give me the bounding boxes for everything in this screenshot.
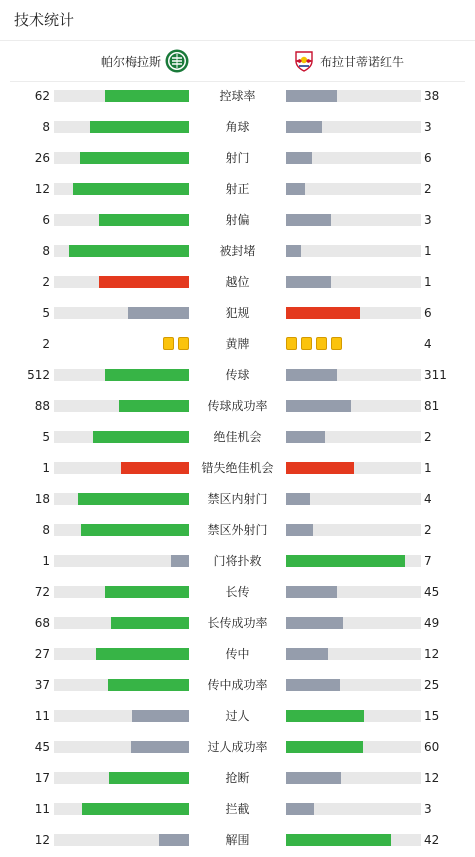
stat-label: 长传成功率: [207, 616, 268, 630]
stat-label: 控球率: [219, 89, 256, 103]
away-bar-track: [286, 400, 421, 412]
stat-row: [0, 210, 475, 230]
home-value: 512: [27, 368, 50, 382]
home-bar-fill: [99, 276, 189, 288]
away-bar-fill: [286, 586, 337, 598]
stat-row: [0, 365, 475, 385]
home-bar-track: [54, 462, 189, 474]
home-bar-fill: [81, 524, 189, 536]
home-bar-track: [54, 524, 189, 536]
stat-label: 越位: [225, 275, 250, 289]
home-bar-fill: [78, 493, 189, 505]
stat-label: 解围: [225, 833, 250, 847]
away-bar-fill: [286, 710, 364, 722]
stat-row: [0, 86, 475, 106]
away-bar-track: [286, 276, 421, 288]
away-bar-fill: [286, 524, 313, 536]
stat-label: 射正: [225, 182, 250, 196]
home-bar-fill: [111, 617, 189, 629]
stat-label: 错失绝佳机会: [201, 461, 274, 475]
away-bar-track: [286, 183, 421, 195]
away-value: 2: [424, 430, 432, 444]
yellow-card-icon: [178, 337, 189, 350]
away-value: 311: [424, 368, 447, 382]
home-bar-track: [54, 152, 189, 164]
home-bar-fill: [93, 431, 189, 443]
home-bar-track: [54, 183, 189, 195]
away-bar-fill: [286, 834, 391, 846]
yellow-card-icon: [163, 337, 174, 350]
home-bar-track: [54, 586, 189, 598]
stat-row: [0, 179, 475, 199]
home-bar-track: [54, 710, 189, 722]
away-bar-track: [286, 431, 421, 443]
home-bar-fill: [128, 307, 189, 319]
away-bar-track: [286, 803, 421, 815]
away-bar-track: [286, 555, 421, 567]
stat-row: [0, 737, 475, 757]
away-bar-track: [286, 617, 421, 629]
home-value: 27: [34, 647, 50, 661]
stat-label: 角球: [225, 120, 250, 134]
home-value: 88: [34, 399, 50, 413]
home-value: 8: [42, 244, 50, 258]
home-bar-track: [54, 648, 189, 660]
home-value: 37: [34, 678, 50, 692]
stat-row: [0, 489, 475, 509]
stat-row: [0, 427, 475, 447]
home-bar-track: [54, 431, 189, 443]
home-bar-fill: [96, 648, 189, 660]
stat-label: 门将扑救: [213, 554, 262, 568]
home-value: 5: [42, 306, 50, 320]
home-bar-fill: [69, 245, 189, 257]
stat-row: [0, 117, 475, 137]
away-bar-track: [286, 524, 421, 536]
away-bar-fill: [286, 121, 322, 133]
away-bar-fill: [286, 152, 312, 164]
stat-label: 黄牌: [225, 337, 250, 351]
stat-label: 传中成功率: [207, 678, 268, 692]
home-bar-fill: [109, 772, 189, 784]
home-bar-fill: [171, 555, 189, 567]
away-value: 4: [424, 492, 432, 506]
away-value: 4: [424, 337, 432, 351]
stat-row: [0, 830, 475, 850]
stat-row: [0, 582, 475, 602]
home-bar-track: [54, 617, 189, 629]
home-value: 8: [42, 523, 50, 537]
home-bar-track: [54, 121, 189, 133]
away-value: 3: [424, 213, 432, 227]
stat-row: [0, 272, 475, 292]
away-yellow-cards: [286, 337, 421, 350]
away-bar-fill: [286, 493, 310, 505]
away-bar-fill: [286, 648, 328, 660]
away-value: 12: [424, 647, 440, 661]
stat-row: [0, 675, 475, 695]
home-bar-track: [54, 772, 189, 784]
home-value: 68: [34, 616, 50, 630]
home-bar-fill: [73, 183, 189, 195]
stat-row: [0, 334, 475, 354]
home-bar-fill: [159, 834, 189, 846]
away-bar-fill: [286, 462, 354, 474]
stats-title: 技术统计: [14, 11, 75, 29]
away-bar-track: [286, 307, 421, 319]
home-value: 12: [34, 182, 50, 196]
away-bar-track: [286, 741, 421, 753]
away-bar-fill: [286, 90, 337, 102]
home-value: 8: [42, 120, 50, 134]
home-value: 45: [34, 740, 50, 754]
home-bar-fill: [121, 462, 189, 474]
home-value: 1: [42, 461, 50, 475]
home-bar-fill: [99, 214, 189, 226]
away-bar-track: [286, 214, 421, 226]
stat-label: 抢断: [225, 771, 250, 785]
home-bar-fill: [131, 741, 189, 753]
away-bar-fill: [286, 214, 331, 226]
home-value: 26: [34, 151, 50, 165]
away-value: 45: [424, 585, 440, 599]
home-bar-fill: [132, 710, 189, 722]
away-bar-fill: [286, 431, 325, 443]
away-bar-fill: [286, 307, 360, 319]
home-bar-track: [54, 803, 189, 815]
away-bar-fill: [286, 772, 341, 784]
away-bar-track: [286, 679, 421, 691]
stat-label: 绝佳机会: [213, 430, 262, 444]
home-bar-track: [54, 834, 189, 846]
home-value: 1: [42, 554, 50, 568]
away-value: 1: [424, 244, 432, 258]
away-value: 3: [424, 802, 432, 816]
away-bar-fill: [286, 741, 363, 753]
stat-row: [0, 706, 475, 726]
home-bar-fill: [119, 400, 189, 412]
away-value: 60: [424, 740, 440, 754]
home-bar-fill: [105, 586, 189, 598]
stat-row: [0, 799, 475, 819]
home-value: 2: [42, 275, 50, 289]
stat-row: [0, 303, 475, 323]
away-bar-fill: [286, 617, 343, 629]
away-bar-track: [286, 493, 421, 505]
yellow-card-icon: [331, 337, 342, 350]
away-value: 1: [424, 461, 432, 475]
home-bar-track: [54, 90, 189, 102]
home-bar-track: [54, 307, 189, 319]
away-bar-track: [286, 772, 421, 784]
home-value: 2: [42, 337, 50, 351]
away-value: 6: [424, 306, 432, 320]
home-team-name: 帕尔梅拉斯: [100, 54, 161, 69]
stat-label: 射偏: [225, 213, 250, 227]
home-value: 5: [42, 430, 50, 444]
away-bar-track: [286, 710, 421, 722]
stat-row: [0, 644, 475, 664]
home-bar-track: [54, 369, 189, 381]
away-value: 7: [424, 554, 432, 568]
home-value: 72: [34, 585, 50, 599]
stat-label: 传中: [225, 647, 250, 661]
home-bar-track: [54, 214, 189, 226]
stat-label: 禁区外射门: [207, 523, 268, 537]
home-value: 6: [42, 213, 50, 227]
away-value: 38: [424, 89, 440, 103]
home-bar-track: [54, 555, 189, 567]
home-bar-fill: [108, 679, 189, 691]
stat-label: 传球: [225, 368, 250, 382]
home-bar-track: [54, 493, 189, 505]
away-bar-fill: [286, 803, 314, 815]
stat-label: 射门: [225, 151, 250, 165]
away-bar-fill: [286, 555, 405, 567]
away-bar-fill: [286, 400, 351, 412]
stat-row: [0, 551, 475, 571]
stat-row: [0, 768, 475, 788]
home-bar-track: [54, 245, 189, 257]
away-value: 49: [424, 616, 440, 630]
home-value: 11: [34, 709, 50, 723]
home-bar-fill: [82, 803, 189, 815]
away-value: 3: [424, 120, 432, 134]
away-value: 42: [424, 833, 440, 847]
away-value: 12: [424, 771, 440, 785]
away-value: 1: [424, 275, 432, 289]
home-value: 62: [34, 89, 50, 103]
away-bar-fill: [286, 276, 331, 288]
stat-label: 拦截: [225, 802, 250, 816]
home-yellow-cards: [54, 337, 189, 350]
home-bar-fill: [105, 369, 189, 381]
stat-label: 犯规: [225, 306, 250, 320]
stat-label: 过人: [225, 709, 250, 723]
stat-label: 过人成功率: [207, 740, 268, 754]
away-value: 81: [424, 399, 440, 413]
stat-row: [0, 241, 475, 261]
home-bar-fill: [80, 152, 189, 164]
home-value: 18: [34, 492, 50, 506]
stat-row: [0, 396, 475, 416]
away-value: 2: [424, 523, 432, 537]
stat-row: [0, 148, 475, 168]
home-bar-fill: [90, 121, 189, 133]
home-bar-track: [54, 400, 189, 412]
away-bar-fill: [286, 369, 337, 381]
home-value: 11: [34, 802, 50, 816]
away-bar-track: [286, 369, 421, 381]
stat-label: 禁区内射门: [207, 492, 268, 506]
away-value: 6: [424, 151, 432, 165]
home-bar-fill: [105, 90, 189, 102]
stat-row: [0, 613, 475, 633]
away-bar-track: [286, 152, 421, 164]
yellow-card-icon: [316, 337, 327, 350]
away-bar-fill: [286, 679, 340, 691]
home-value: 12: [34, 833, 50, 847]
away-bar-track: [286, 90, 421, 102]
away-value: 15: [424, 709, 440, 723]
away-team-name: 布拉甘蒂诺红牛: [320, 54, 405, 69]
stat-label: 传球成功率: [207, 399, 268, 413]
away-bar-track: [286, 648, 421, 660]
away-bar-track: [286, 462, 421, 474]
away-bar-track: [286, 586, 421, 598]
away-bar-track: [286, 121, 421, 133]
yellow-card-icon: [286, 337, 297, 350]
home-bar-track: [54, 679, 189, 691]
away-value: 25: [424, 678, 440, 692]
stat-label: 被封堵: [219, 244, 256, 258]
away-bar-fill: [286, 245, 301, 257]
away-bar-fill: [286, 183, 305, 195]
home-bar-track: [54, 276, 189, 288]
stat-row: [0, 458, 475, 478]
away-bar-track: [286, 245, 421, 257]
away-value: 2: [424, 182, 432, 196]
away-bar-track: [286, 834, 421, 846]
yellow-card-icon: [301, 337, 312, 350]
home-bar-track: [54, 741, 189, 753]
home-value: 17: [34, 771, 50, 785]
stat-row: [0, 520, 475, 540]
stat-label: 长传: [225, 585, 250, 599]
